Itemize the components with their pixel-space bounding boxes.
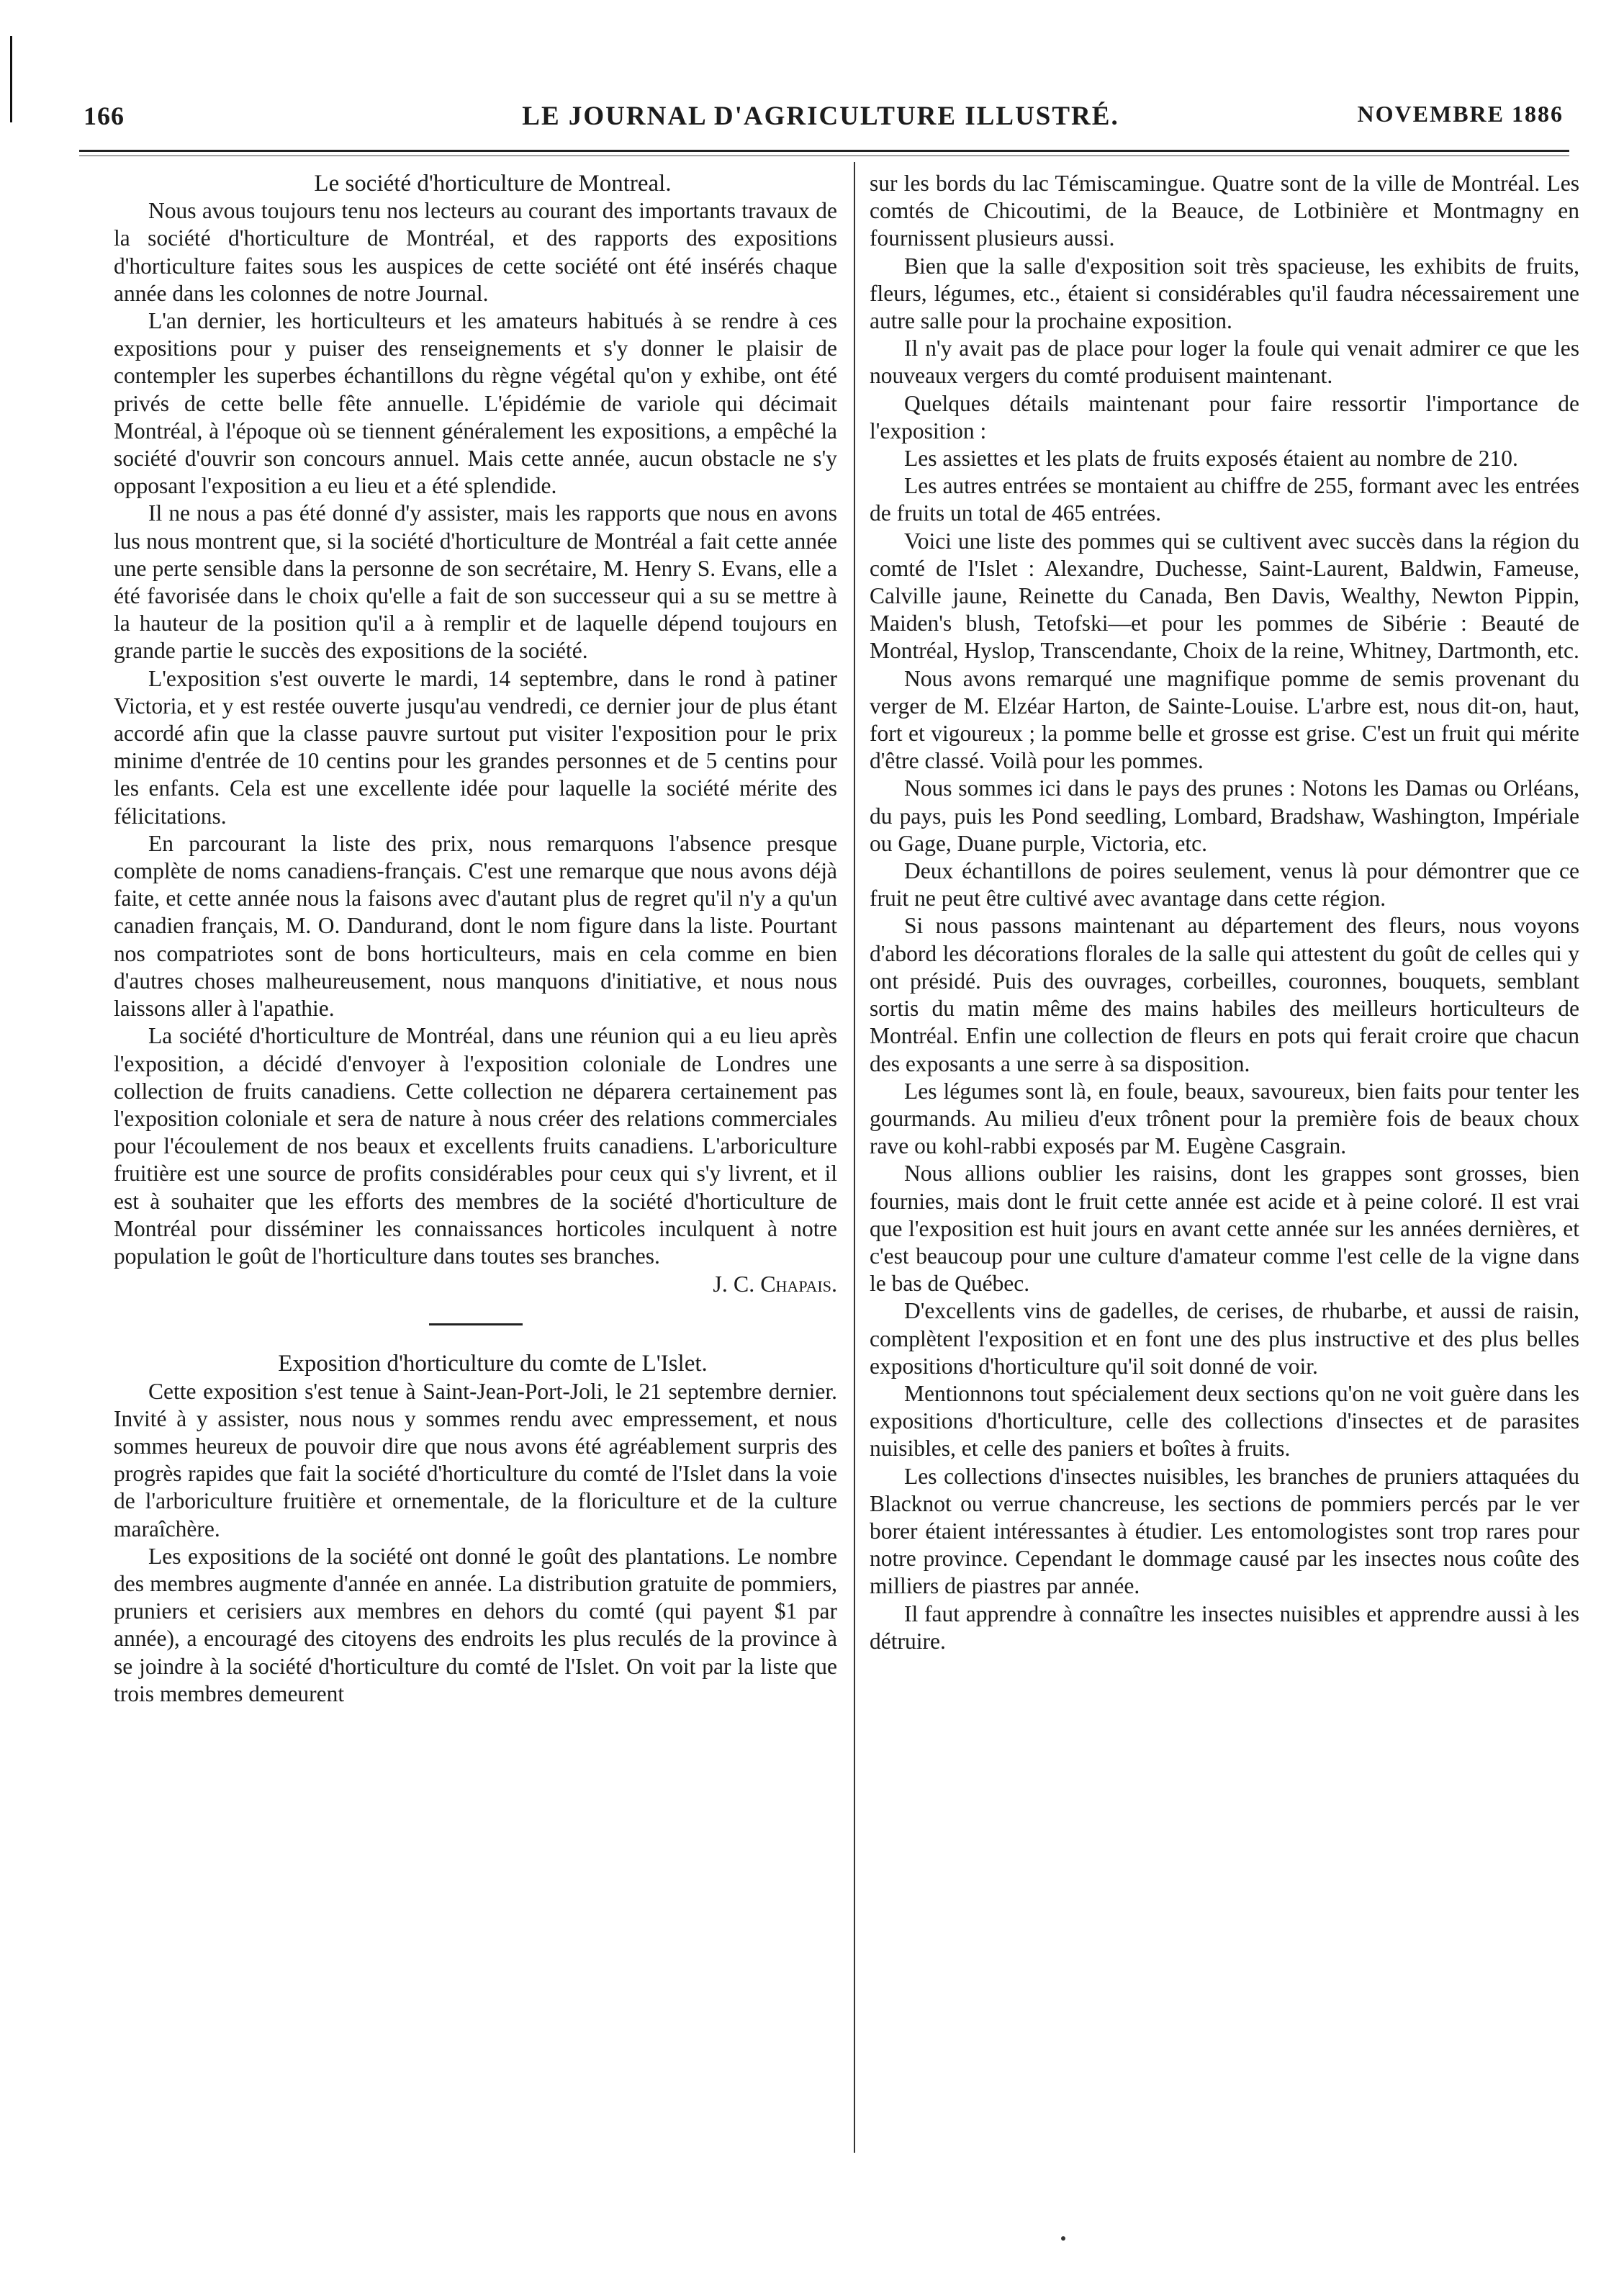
paragraph: Les légumes sont là, en foule, beaux, savoureux, bien faits pour tenter les gourmands. Au milieu d'eux trônent pour la première fois de beaux choux rave ou kohl-rabbi exposés par M. Eugène Casgrain. — [870, 1078, 1579, 1159]
article-separator — [429, 1323, 523, 1325]
paragraph: Nous avons remarqué une magnifique pomme de semis provenant du verger de M. Elzéar Harton, de Sainte-Louise. L'arbre est, nous dit-on, haut, fort et vigoureux ; la pomme belle et grosse est grise. C'est un fruit qui mérite d'être classé. Voilà pour les pommes. — [870, 665, 1579, 774]
author-signature: J. C. Chapais. — [713, 1271, 837, 1297]
page-number: 166 — [84, 102, 125, 130]
paragraph: Il ne nous a pas été donné d'y assister, mais les rapports que nous en avons lus nous montrent que, si la société d'horticulture de Montréal a fait cette année une perte sensible dans la personne de son secrétaire, M. Henry S. Evans, elle a été favorisée dans le choix qu'elle a fait de son successeur qui a su se mettre à la hauteur de la position qu'il a à remplir et de laquelle dépend toujours en grande partie le succès des expositions de la société. — [114, 500, 837, 664]
paragraph: La société d'horticulture de Montréal, dans une réunion qui a eu lieu après l'exposition, a décidé d'envoyer à l'exposition coloniale de Londres une collection de fruits canadiens. Cette collection ne déparera certainement pas l'exposition coloniale et sera de nature à nous créer des relations commerciales pour l'écoulement de nos beaux et excellents fruits canadiens. L'arboriculture fruitière est une source de profits considérables pour ceux qui s'y livrent, et il est à souhaiter que les efforts des membres de la société d'horticulture de Montréal pour disséminer les connaissances horticoles inculquent à notre population le goût de l'horticulture dans toutes ses branches. — [114, 1023, 837, 1269]
paragraph: D'excellents vins de gadelles, de cerises, de rhubarbe, et aussi de raisin, complètent l'exposition et en font une des plus instructive et des plus belles expositions d'horticulture qu'il soit donné de voir. — [870, 1298, 1579, 1379]
paragraph: Bien que la salle d'exposition soit très spacieuse, les exhibits de fruits, fleurs, légumes, etc., étaient si considérables qu'il faudra nécessairement une autre salle pour la prochaine exposition. — [870, 253, 1579, 334]
page-header — [72, 101, 1569, 144]
paragraph: Il n'y avait pas de place pour loger la foule qui venait admirer ce que les nouveaux vergers du comté produisent maintenant. — [870, 336, 1579, 389]
paragraph: Nous sommes ici dans le pays des prunes : Notons les Damas ou Orléans, du pays, puis les Pond seedling, Lombard, Bradshaw, Washington, Impériale ou Gage, Duane purple, Victoria, etc. — [870, 775, 1579, 856]
header-rule — [79, 150, 1569, 152]
paragraph: Les collections d'insectes nuisibles, les branches de pruniers attaquées du Blacknot ou verrue chancreuse, les sections de pommiers percés par le ver borer étaient intéressantes à étudier. Les entomologistes sont trop rares pour notre province. Cependant le dommage causé par les insectes nous coûte des milliers de piastres par année. — [870, 1463, 1579, 1599]
paragraph: En parcourant la liste des prix, nous remarquons l'absence presque complète de noms canadiens-français. C'est une remarque que nous avons déjà faite, et cette année nous la faisons avec d'autant plus de regret qu'il n'y a qu'un canadien français, M. O. Dandurand, dont le nom figure dans la liste. Pourtant nos compatriotes sont de bons horticulteurs, mais en cela comme en bien d'autres choses malheureusement, nous manquons d'initiative, et nous nous laissons aller à l'apathie. — [114, 830, 837, 1022]
paragraph: Les expositions de la société ont donné le goût des plantations. Le nombre des membres augmente d'année en année. La distribution gratuite de pommiers, pruniers et cerisiers aux membres en dehors du comté (qui payent $1 par année), a encouragé des citoyens des endroits les plus reculés de la province à se joindre à la société d'horticulture du comté de l'Islet. On voit par la liste que trois membres demeurent — [114, 1543, 837, 1706]
column-divider — [854, 162, 855, 2153]
paragraph: Voici une liste des pommes qui se cultivent avec succès dans la région du comté de l'Islet : Alexandre, Duchesse, Saint-Laurent, Baldwin, Fameuse, Calville jaune, Reinette du Canada, Ben Davis, Wealthy, Newton Pippin, Maiden's blush, Tetofski—et pour les pommes de Sibérie : Beauté de Montréal, Hyslop, Transcendante, Choix de la reine, Whitney, Dartmonth, etc. — [870, 528, 1579, 664]
paragraph: L'an dernier, les horticulteurs et les amateurs habitués à se rendre à ces expositions pour y puiser des renseignements et s'y donner le plaisir de contempler les superbes échantillons du règne végétal qu'on y exhibe, ont été privés de cette belle fête annuelle. L'épidémie de variole qui décimait Montréal, à l'époque où se tiennent généralement les expositions, a empêché la société d'ouvrir son concours annuel. Mais cette année, aucun obstacle ne s'y opposant l'exposition a eu lieu et a été splendide. — [114, 308, 837, 499]
right-column — [870, 170, 1579, 1655]
article-title: Exposition d'horticulture du comte de L'Islet. — [278, 1351, 708, 1377]
paragraph: Nous allions oublier les raisins, dont les grappes sont grosses, bien fournies, mais dont le fruit cette année est acide et à peine coloré. Il est vrai que l'exposition est huit jours en avant cette année sur les années dernières, et c'est beaucoup pour une culture d'amateur comme l'est celle de la vigne dans le bas de Québec. — [870, 1161, 1579, 1297]
paragraph: Il faut apprendre à connaître les insectes nuisibles et apprendre aussi à les détruire. — [870, 1601, 1579, 1654]
paragraph: Mentionnons tout spécialement deux sections qu'on ne voit guère dans les expositions d'horticulture, celle des collections d'insectes et de parasites nuisibles, et celle des paniers et boîtes à fruits. — [870, 1380, 1579, 1462]
article-title: Le société d'horticulture de Montreal. — [314, 171, 672, 197]
left-column — [114, 170, 837, 1708]
paragraph: Cette exposition s'est tenue à Saint-Jean-Port-Joli, le 21 septembre dernier. Invité à y assister, nous nous y sommes rendu avec empressement, et nous sommes heureux de pouvoir dire que nous avons été agréablement surpris des progrès rapides que fait la société d'horticulture du comté de l'Islet dans la voie de l'arboriculture fruitière et ornementale, de la floriculture et de la culture maraîchère. — [114, 1378, 837, 1541]
paragraph: Nous avous toujours tenu nos lecteurs au courant des importants travaux de la société d'horticulture de Montréal, et des rapports des expositions d'horticulture faites sous les auspices de cette société ont été insérés chaque année dans les colonnes de notre Journal. — [114, 198, 837, 306]
paragraph: Quelques détails maintenant pour faire ressortir l'importance de l'exposition : — [870, 390, 1579, 444]
ink-dot — [1061, 2236, 1065, 2241]
margin-mark — [10, 36, 12, 122]
journal-title: LE JOURNAL D'AGRICULTURE ILLUSTRÉ. — [522, 102, 1119, 131]
paragraph: L'exposition s'est ouverte le mardi, 14 septembre, dans le rond à patiner Victoria, et y est restée ouverte jusqu'au vendredi, ce dernier jour de plus étant accordé afin que la classe pauvre surtout put visiter l'exposition pour le prix minime d'entrée de 10 centins pour les grandes personnes et de 5 centins pour les enfants. Cela est une excellente idée pour laquelle la société mérite des félicitations. — [114, 665, 837, 829]
paragraph: Si nous passons maintenant au département des fleurs, nous voyons d'abord les décorations florales de la salle qui attestent du goût de celles qui y ont présidé. Puis des ouvrages, corbeilles, couronnes, bouquets, semblant sortis du matin même des mains habiles des meilleurs horticulteurs de Montréal. Enfin une collection de fleurs en pots qui ferait croire que chacun des exposants a une serre à sa disposition. — [870, 913, 1579, 1076]
paragraph: sur les bords du lac Témiscamingue. Quatre sont de la ville de Montréal. Les comtés de Chicoutimi, de la Beauce, de Lotbinière et Montmagny en fournissent plusieurs aussi. — [870, 171, 1579, 251]
issue-date: NOVEMBRE 1886 — [1357, 101, 1564, 127]
paragraph: Deux échantillons de poires seulement, venus là pour démontrer que ce fruit ne peut être cultivé avec avantage dans cette région. — [870, 858, 1579, 911]
paragraph: Les assiettes et les plats de fruits exposés étaient au nombre de 210. — [904, 446, 1518, 472]
paragraph: Les autres entrées se montaient au chiffre de 255, formant avec les entrées de fruits un total de 465 entrées. — [870, 473, 1579, 526]
